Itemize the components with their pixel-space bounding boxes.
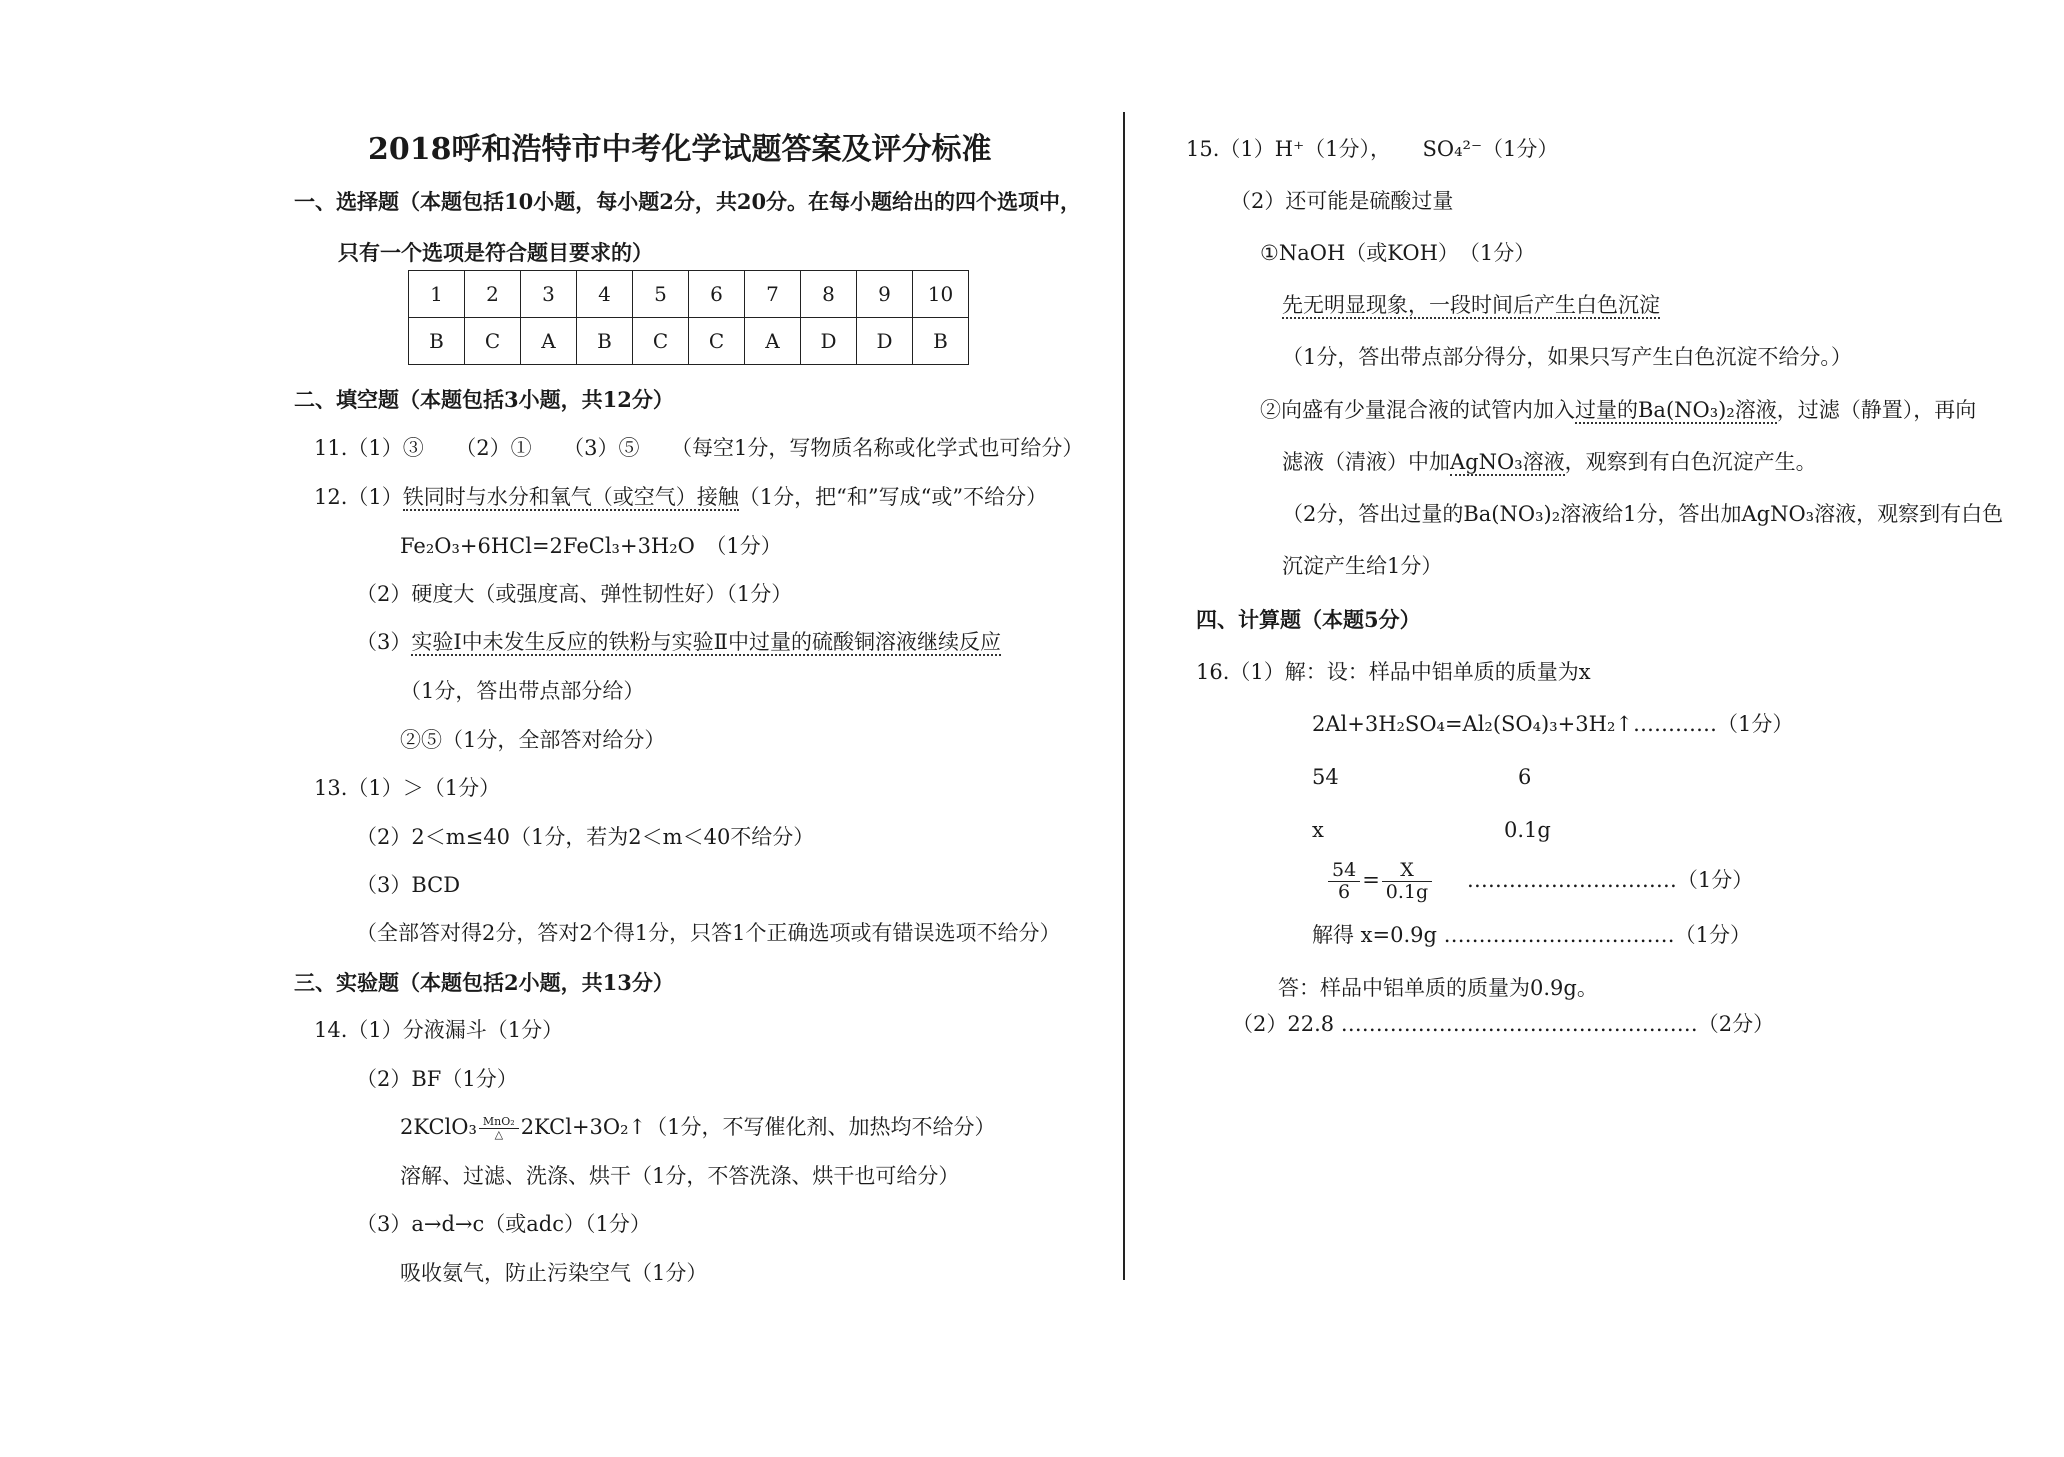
table-cell-number: 4 xyxy=(577,271,633,318)
q12-part3-prefix: （3） xyxy=(356,630,412,654)
q15-option-a: ①NaOH（或KOH） （1分） xyxy=(1260,241,1536,265)
table-cell-number: 6 xyxy=(689,271,745,318)
answer-table-answer-row xyxy=(409,318,969,365)
q14-part2: （2）BF（1分） xyxy=(356,1067,518,1091)
section4-heading: 四、计算题（本题5分） xyxy=(1196,607,1421,632)
table-cell-answer: C xyxy=(465,318,521,365)
table-cell-answer: C xyxy=(689,318,745,365)
q14-eq-right: 2KCl+3O₂↑（1分，不写催化剂、加热均不给分） xyxy=(520,1115,996,1139)
q16-part2: （2）22.8 ……………………………………………（2分） xyxy=(1232,1012,1775,1036)
q12-part3-b: ②⑤（1分，全部答对给分） xyxy=(400,728,666,752)
table-cell-answer: A xyxy=(521,318,577,365)
table-cell-number: 5 xyxy=(633,271,689,318)
section1-heading-cont: 只有一个选项是符合题目要求的） xyxy=(338,240,653,265)
q14-steps: 溶解、过滤、洗涤、烘干（1分，不答洗涤、烘干也可给分） xyxy=(400,1164,960,1188)
q16-fraction-left xyxy=(1328,860,1360,903)
q12-equation: Fe₂O₃+6HCl=2FeCl₃+3H₂O （1分） xyxy=(400,534,782,558)
q15-option-b-line2 xyxy=(1282,450,1817,475)
section3-heading: 三、实验题（本题包括2小题，共13分） xyxy=(294,970,674,995)
table-cell-number: 8 xyxy=(801,271,857,318)
q15-b1-suffix: ，过滤（静置），再向 xyxy=(1776,398,1977,422)
table-cell-number: 2 xyxy=(465,271,521,318)
q15-part1: 15.（1）H⁺（1分）， SO₄²⁻（1分） xyxy=(1186,137,1559,161)
q12-part3-marked: 实验Ⅰ中未发生反应的铁粉与实验Ⅱ中过量的硫酸铜溶液继续反应 xyxy=(411,630,1001,654)
q16-proportion-score: …………………………（1分） xyxy=(1466,867,1754,892)
q15-b2-marked: AgNO₃溶液 xyxy=(1450,450,1565,474)
table-cell-answer: B xyxy=(577,318,633,365)
q16-answer: 答：样品中铝单质的质量为0.9g。 xyxy=(1278,976,1598,1000)
q16-frac-num2: X xyxy=(1382,860,1432,882)
q13-part2: （2）2＜m≤40（1分，若为2＜m＜40不给分） xyxy=(356,825,815,849)
q13-note: （全部答对得2分，答对2个得1分，只答1个正确选项或有错误选项不给分） xyxy=(356,921,1061,945)
section2-heading: 二、填空题（本题包括3小题，共12分） xyxy=(294,387,674,412)
q15-observation xyxy=(1282,293,1660,318)
q16-solve: 解得 x=0.9g ……………………………（1分） xyxy=(1312,923,1751,947)
q15-b2-prefix: 滤液（清液）中加 xyxy=(1282,450,1450,474)
q11-answer: 11.（1）③ （2）① （3）⑤ （每空1分，写物质名称或化学式也可给分） xyxy=(314,436,1084,460)
q16-unknown-x: x xyxy=(1312,818,1324,842)
q14-eq-left: 2KClO₃ xyxy=(400,1115,477,1139)
q12-part2: （2）硬度大（或强度高、弹性韧性好）（1分） xyxy=(356,582,793,606)
answer-table xyxy=(408,270,969,365)
q14-eq-heat: △ xyxy=(494,1128,504,1141)
page-title: 2018呼和浩特市中考化学试题答案及评分标准 xyxy=(368,132,992,167)
table-cell-number: 9 xyxy=(857,271,913,318)
q15-b1-prefix: ②向盛有少量混合液的试管内加入 xyxy=(1260,398,1575,422)
q16-given-h2: 0.1g xyxy=(1504,818,1551,842)
q12-part3-note: （1分，答出带点部分给） xyxy=(400,679,645,703)
q12-part1-marked: 铁同时与水分和氧气（或空气）接触 xyxy=(402,485,739,509)
q15-b1-marked: 过量的Ba(NO₃)₂溶液 xyxy=(1575,398,1777,422)
table-cell-answer: B xyxy=(409,318,465,365)
table-cell-answer: A xyxy=(745,318,801,365)
q16-frac-den2: 0.1g xyxy=(1385,880,1429,903)
q14-eq-condition xyxy=(479,1116,519,1141)
table-cell-answer: D xyxy=(857,318,913,365)
q14-eq-catalyst: MnO₂ xyxy=(479,1116,519,1129)
table-cell-number: 1 xyxy=(409,271,465,318)
column-divider xyxy=(1123,112,1125,1280)
q14-equation xyxy=(400,1115,996,1141)
q16-mass-al: 54 xyxy=(1312,765,1339,789)
table-cell-number: 7 xyxy=(745,271,801,318)
q13-part1: 13.（1）＞（1分） xyxy=(314,776,501,800)
q15-part2: （2）还可能是硫酸过量 xyxy=(1230,189,1454,213)
section1-heading: 一、选择题（本题包括10小题，每小题2分，共20分。在每小题给出的四个选项中， xyxy=(294,189,1082,214)
q12-part1-suffix: （1分，把“和”写成“或”不给分） xyxy=(738,485,1048,509)
q16-mass-h2: 6 xyxy=(1518,765,1532,789)
table-cell-answer: C xyxy=(633,318,689,365)
q15-option-b-line1 xyxy=(1260,398,1976,423)
table-cell-number: 10 xyxy=(913,271,969,318)
q16-part1: 16.（1）解：设：样品中铝单质的质量为x xyxy=(1196,660,1591,684)
q14-part3: （3）a→d→c（或adc）（1分） xyxy=(356,1212,651,1236)
q16-equals: = xyxy=(1362,867,1380,892)
table-cell-number: 3 xyxy=(521,271,577,318)
q13-part3: （3）BCD xyxy=(356,873,461,897)
q16-proportion xyxy=(1326,860,1753,903)
q14-part1: 14.（1）分液漏斗（1分） xyxy=(314,1018,564,1042)
q12-part3 xyxy=(356,630,1001,655)
q12-part1 xyxy=(314,485,1047,510)
q12-part1-prefix: 12.（1） xyxy=(314,485,403,509)
q15-b-note1: （2分，答出过量的Ba(NO₃)₂溶液给1分，答出加AgNO₃溶液，观察到有白色 xyxy=(1282,502,2004,526)
q15-observation-marked: 先无明显现象，一段时间后产生白色沉淀 xyxy=(1282,293,1660,317)
q16-equation: 2Al+3H₂SO₄=Al₂(SO₄)₃+3H₂↑…………（1分） xyxy=(1312,712,1794,736)
table-cell-answer: B xyxy=(913,318,969,365)
q16-frac-num1: 54 xyxy=(1328,860,1360,882)
q15-observation-note: （1分，答出带点部分得分，如果只写产生白色沉淀不给分。） xyxy=(1282,345,1852,369)
q15-b-note2: 沉淀产生给1分） xyxy=(1282,554,1443,578)
q16-frac-den1: 6 xyxy=(1338,880,1351,903)
q14-part3b: 吸收氨气，防止污染空气（1分） xyxy=(400,1261,708,1285)
q16-fraction-right xyxy=(1382,860,1432,903)
answer-table-number-row xyxy=(409,271,969,318)
q15-b2-suffix: ，观察到有白色沉淀产生。 xyxy=(1564,450,1817,474)
table-cell-answer: D xyxy=(801,318,857,365)
